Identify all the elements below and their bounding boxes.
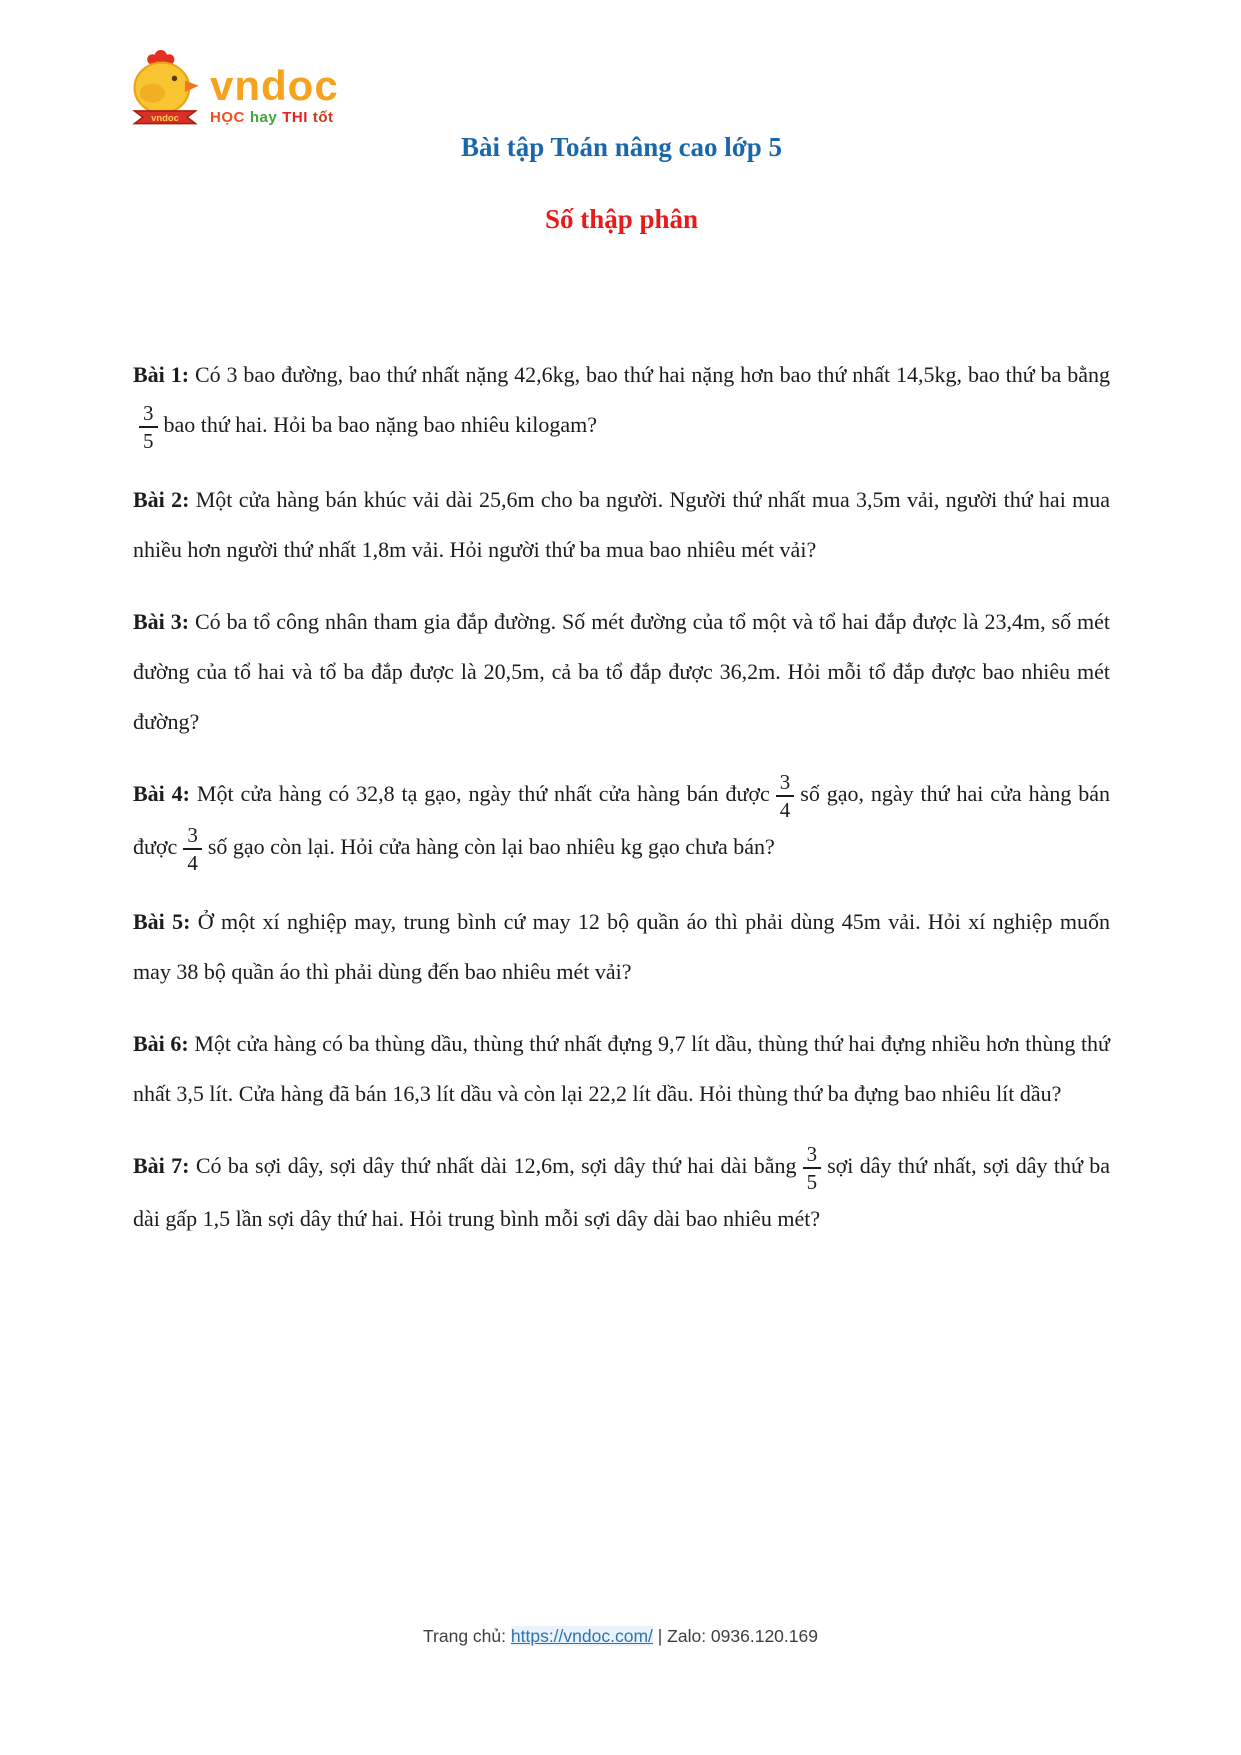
problem-text: Có ba tổ công nhân tham gia đắp đường. Số mét đường của tổ một và tổ hai đắp được là 23,4m, số mét đường của tổ hai và tổ ba đắp được là 20,5m, cả ba tổ đắp được 36,2m. Hỏi mỗi tổ đắp được bao nhiêu mét đường?: [133, 609, 1110, 735]
tagline-word-hoc: HỌC: [210, 109, 245, 126]
problem-label: Bài 1:: [133, 362, 195, 387]
logo-brand-text: vndoc: [210, 62, 339, 109]
problem-text: Một cửa hàng bán khúc vải dài 25,6m cho ba người. Người thứ nhất mua 3,5m vải, người thứ hai mua nhiều hơn người thứ nhất 1,8m vải. Hỏi người thứ ba mua bao nhiêu mét vải?: [133, 487, 1110, 563]
logo-wordmark: [210, 62, 339, 126]
problem-text: bao thứ hai. Hỏi ba bao nặng bao nhiêu kilogam?: [163, 412, 597, 437]
problem: [133, 769, 1110, 875]
problem-text: số gạo, ngày thứ hai cửa hàng bán được: [133, 781, 1110, 860]
fraction-denominator: 4: [187, 851, 198, 876]
fraction-denominator: 5: [143, 428, 154, 453]
fraction-numerator: 3: [139, 401, 158, 428]
vndoc-logo: [130, 50, 339, 137]
page-subtitle: Số thập phân: [544, 204, 699, 234]
fraction-numerator: 3: [183, 823, 202, 850]
problem: [133, 597, 1110, 747]
fraction-denominator: 5: [806, 1170, 818, 1195]
fraction: [139, 401, 158, 453]
problem-label: Bài 3:: [133, 609, 195, 635]
page-footer: [0, 1626, 1241, 1647]
problem-label: Bài 2:: [133, 487, 196, 513]
tagline-word-tot: tốt: [312, 109, 334, 126]
footer-suffix: | Zalo: 0936.120.169: [652, 1626, 818, 1646]
problem: [133, 1141, 1110, 1244]
homepage-link[interactable]: https://vndoc.com/: [510, 1626, 653, 1646]
tagline-word-hay: hay: [249, 109, 278, 126]
tagline-word-thi: THI: [282, 109, 308, 126]
problem-text: Có 3 bao đường, bao thứ nhất nặng 42,6kg, bao thứ hai nặng hơn bao thứ nhất 14,5kg, bao thứ ba bằng: [194, 362, 1110, 387]
problem-text: sợi dây thứ nhất, sợi dây thứ ba dài gấp 1,5 lần sợi dây thứ hai. Hỏi trung bình mỗi sợi dây dài bao nhiêu mét?: [133, 1153, 1110, 1232]
problem-label: Bài 6:: [133, 1031, 195, 1057]
problem-text: Một cửa hàng có 32,8 tạ gạo, ngày thứ nhất cửa hàng bán được: [196, 781, 770, 807]
problem-label: Bài 4:: [133, 781, 197, 807]
fraction-denominator: 4: [779, 798, 791, 823]
problem-text: Ở một xí nghiệp may, trung bình cứ may 12 bộ quần áo thì phải dùng 45m vải. Hỏi xí nghiệp muốn may 38 bộ quần áo thì phải dùng đến bao nhiêu mét vải?: [133, 909, 1110, 985]
problem: [133, 1019, 1110, 1119]
problem: [133, 897, 1110, 997]
chicken-mascot-icon: [130, 50, 200, 137]
problem-text: Một cửa hàng có ba thùng dầu, thùng thứ nhất đựng 9,7 lít dầu, thùng thứ hai đựng nhiều hơn thùng thứ nhất 3,5 lít. Cửa hàng đã bán 16,3 lít dầu và còn lại 22,2 lít dầu. Hỏi thùng thứ ba đựng bao nhiêu lít dầu?: [133, 1031, 1110, 1107]
problems: [133, 350, 1110, 1244]
fraction-numerator: 3: [803, 1142, 822, 1169]
fraction: [803, 1142, 822, 1194]
document-content: [133, 132, 1110, 1266]
footer-prefix: Trang chủ:: [423, 1626, 511, 1646]
problem-label: Bài 7:: [133, 1153, 196, 1179]
problem-text: Có ba sợi dây, sợi dây thứ nhất dài 12,6m, sợi dây thứ hai dài bằng: [195, 1153, 797, 1179]
fraction: [776, 770, 795, 822]
fraction-numerator: 3: [776, 770, 795, 797]
logo-banner-text: vndoc: [151, 112, 179, 124]
problem: [133, 475, 1110, 575]
problem-label: Bài 5:: [133, 909, 198, 935]
logo-tagline: [210, 109, 339, 126]
fraction: [183, 823, 202, 875]
page-title: Bài tập Toán nâng cao lớp 5: [460, 132, 783, 162]
problem: [133, 350, 1110, 453]
problem-text: số gạo còn lại. Hỏi cửa hàng còn lại bao nhiêu kg gạo chưa bán?: [207, 834, 775, 860]
